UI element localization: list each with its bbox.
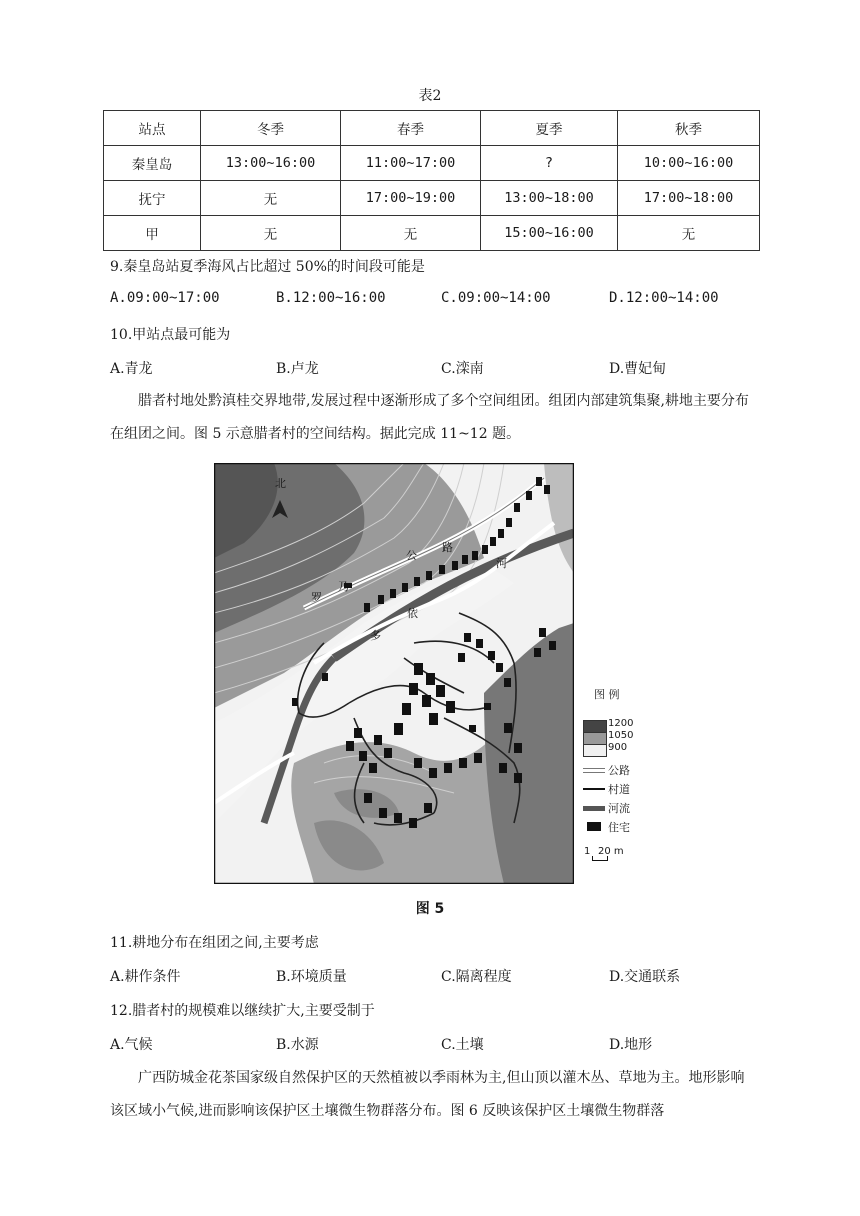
- road-label-2: 路: [442, 541, 453, 554]
- figure-5-caption: 图 5: [415, 901, 445, 917]
- q12-option-b[interactable]: B.水源: [276, 1037, 319, 1053]
- legend-village-road-icon: [583, 788, 605, 790]
- village-map: [214, 463, 574, 884]
- question-10-stem: 10.甲站点最可能为: [110, 327, 231, 343]
- river-label-3: 多: [370, 629, 381, 642]
- table-cell: 秦皇岛: [104, 146, 201, 181]
- q11-option-c[interactable]: C.隔离程度: [441, 969, 512, 985]
- north-label: 北: [275, 477, 286, 490]
- q9-option-c[interactable]: C.09:00~14:00: [441, 290, 551, 306]
- passage-2: 广西防城金花茶国家级自然保护区的天然植被以季雨林为主,但山顶以灌木丛、草地为主。地形影响该区域小气候,进而影响该保护区土壤微生物群落分布。图 6 反映该保护区土壤微生物群落: [110, 1070, 745, 1119]
- q12-option-d[interactable]: D.地形: [609, 1037, 653, 1053]
- table-cell: 抚宁: [104, 181, 201, 216]
- table-cell: 15:00~16:00: [481, 216, 618, 251]
- table-cell: 无: [341, 216, 481, 251]
- q11-option-d[interactable]: D.交通联系: [609, 969, 681, 985]
- table-cell: 10:00~16:00: [618, 146, 760, 181]
- question-9-stem: 9.秦皇岛站夏季海风占比超过 50%的时间段可能是: [110, 259, 425, 275]
- header-cell: 秋季: [618, 111, 760, 146]
- q11-option-b[interactable]: B.环境质量: [276, 969, 347, 985]
- header-cell: 冬季: [201, 111, 341, 146]
- map-legend: [580, 686, 660, 866]
- table-row: [104, 181, 760, 216]
- legend-label-900: 900: [608, 742, 628, 753]
- question-12-stem: 12.腊者村的规模难以继续扩大,主要受制于: [110, 1003, 375, 1019]
- table-cell: 13:00~18:00: [481, 181, 618, 216]
- q12-option-c[interactable]: C.土壤: [441, 1037, 484, 1053]
- legend-label-house: 住宅: [608, 821, 630, 834]
- q9-option-a[interactable]: A.09:00~17:00: [110, 290, 220, 306]
- legend-label-river: 河流: [608, 802, 630, 815]
- river-label-5: 河: [496, 557, 507, 570]
- legend-swatch-900: [583, 744, 607, 757]
- header-cell: 夏季: [481, 111, 618, 146]
- table-cell: 无: [618, 216, 760, 251]
- scale-label: 20 m: [598, 846, 624, 857]
- table-cell: 17:00~18:00: [618, 181, 760, 216]
- legend-label-village-road: 村道: [608, 783, 630, 796]
- header-cell: 春季: [341, 111, 481, 146]
- data-table: [103, 110, 760, 251]
- river-label-1: 罗: [311, 591, 322, 604]
- q12-option-a[interactable]: A.气候: [110, 1037, 153, 1053]
- q10-option-d[interactable]: D.曹妃甸: [609, 361, 667, 377]
- table-cell: 无: [201, 216, 341, 251]
- scale-zero: 1: [584, 846, 591, 857]
- river-label-4: 依: [407, 607, 418, 620]
- legend-highway-icon: [583, 768, 605, 773]
- road-label-1: 公: [406, 549, 417, 562]
- legend-river-icon: [583, 806, 605, 811]
- q9-option-d[interactable]: D.12:00~14:00: [609, 290, 719, 306]
- table-cell: 无: [201, 181, 341, 216]
- q10-option-b[interactable]: B.卢龙: [276, 361, 319, 377]
- legend-label-1200: 1200: [608, 718, 634, 729]
- q11-option-a[interactable]: A.耕作条件: [110, 969, 181, 985]
- table-header-row: [104, 111, 760, 146]
- legend-house-icon: [587, 822, 601, 831]
- q9-option-b[interactable]: B.12:00~16:00: [276, 290, 386, 306]
- q10-option-a[interactable]: A.青龙: [110, 361, 153, 377]
- table-cell: 17:00~19:00: [341, 181, 481, 216]
- legend-title: 图 例: [594, 688, 620, 701]
- table-row: [104, 216, 760, 251]
- table-caption: 表2: [418, 88, 442, 104]
- question-11-stem: 11.耕地分布在组团之间,主要考虑: [110, 935, 319, 951]
- legend-label-highway: 公路: [608, 764, 630, 777]
- table-cell: 11:00~17:00: [341, 146, 481, 181]
- legend-label-1050: 1050: [608, 730, 634, 741]
- table-row: [104, 146, 760, 181]
- table-cell: 甲: [104, 216, 201, 251]
- table-cell: ?: [481, 146, 618, 181]
- q10-option-c[interactable]: C.滦南: [441, 361, 484, 377]
- passage-1: 腊者村地处黔滇桂交界地带,发展过程中逐渐形成了多个空间组团。组团内部建筑集聚,耕地主要分布在组团之间。图 5 示意腊者村的空间结构。据此完成 11~12 题。: [110, 393, 749, 442]
- table-cell: 13:00~16:00: [201, 146, 341, 181]
- header-cell: 站点: [104, 111, 201, 146]
- river-label-2: 乃: [338, 580, 349, 593]
